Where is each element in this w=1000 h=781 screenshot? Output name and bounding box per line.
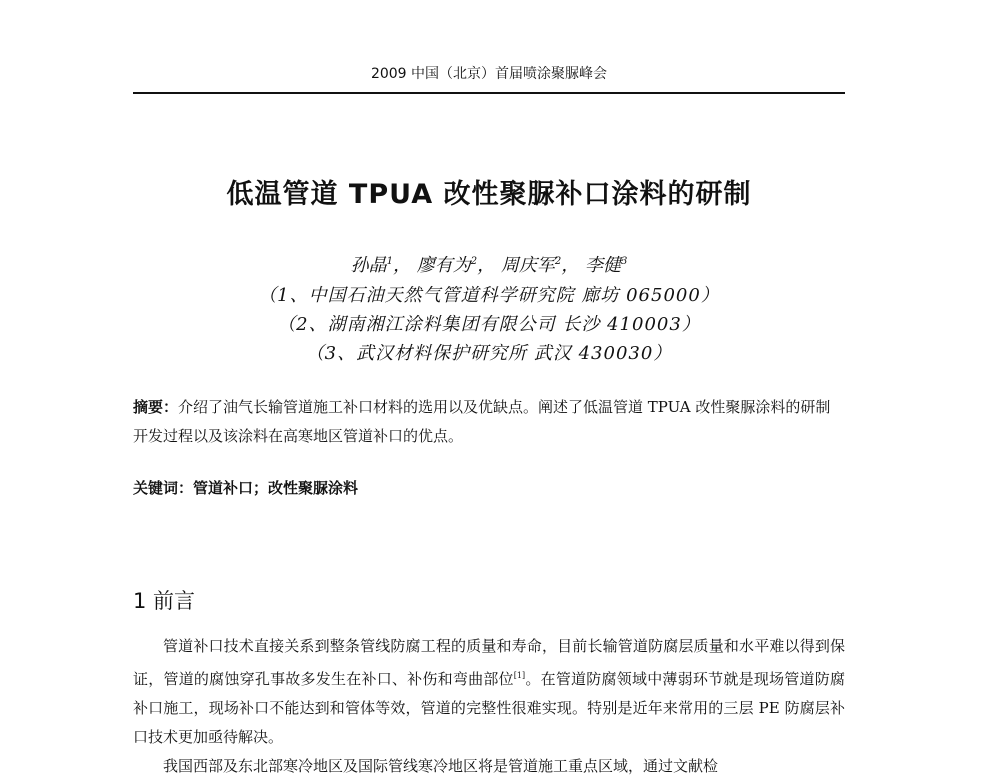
abstract-label: 摘要： [133,398,179,416]
author-name: 李健 [584,255,621,276]
keywords-text: 管道补口；改性聚脲涂料 [193,479,359,497]
paragraph [133,632,845,752]
section-body [133,632,845,781]
author-separator: ， [477,255,496,276]
affiliation: （2、湖南湘江涂料集团有限公司 长沙 410003） [277,314,701,335]
abstract [133,393,845,451]
citation-ref: [1] [513,671,526,680]
author-list [133,251,845,277]
paragraph-text: 管道补口技术直接关系到整条管线防腐工程的质量和寿命，目前长输管道防腐层质量和水平难以得到保证，管道的腐蚀穿孔事故多发生在补口、补伤和弯曲部位 [133,637,845,688]
author-separator: ， [393,255,412,276]
author-affiliation-mark: 2 [470,256,478,267]
author-name: 廖有为 [416,255,471,276]
author-separator: ， [561,255,580,276]
paper-title: 低温管道 TPUA 改性聚脲补口涂料的研制 [226,179,752,210]
running-header: 2009 中国（北京）首届喷涂聚脲峰会 [370,66,608,82]
author-name: 周庆军 [500,255,555,276]
section-heading: 1 前言 [133,589,196,613]
affiliation: （3、武汉材料保护研究所 武汉 430030） [305,343,673,364]
paragraph-text: 。在管道防腐领域中薄弱环节就是现场管道防腐补口施工，现场补口不能达到和管体等效，管道的完整性很难实现。特别是近年来常用的三层 PE 防腐层补口技术更加亟待解决。 [133,670,845,746]
author-affiliation-mark: 1 [386,256,394,267]
keywords [133,477,845,498]
author-affiliation-mark: 3 [620,256,628,267]
paragraph: 我国西部及东北部寒冷地区及国际管线寒冷地区将是管道施工重点区域，通过文献检 [163,757,719,775]
abstract-text: 介绍了油气长输管道施工补口材料的选用以及优缺点。阐述了低温管道 TPUA 改性聚脲涂料的研制开发过程以及该涂料在高寒地区管道补口的优点。 [133,398,831,445]
keywords-label: 关键词： [133,479,194,497]
author-name: 孙晶 [350,255,387,276]
author-affiliation-mark: 2 [554,256,562,267]
affiliation: （1、中国石油天然气管道科学研究院 廊坊 065000） [258,285,720,306]
header-rule [133,92,845,94]
